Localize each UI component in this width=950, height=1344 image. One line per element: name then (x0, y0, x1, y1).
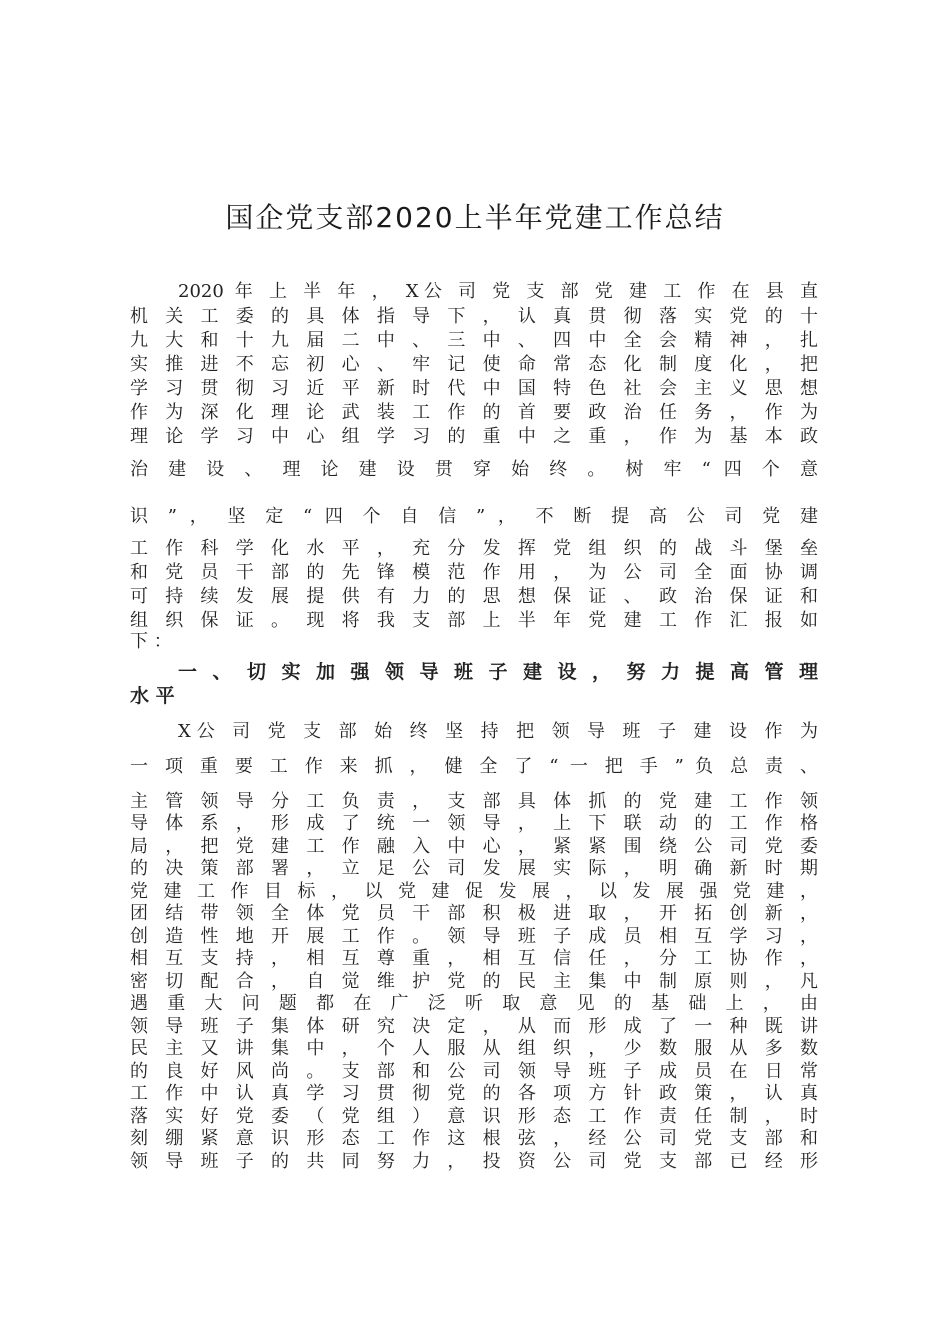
paragraph-line: 组 织 保 证 。 现 将 我 支 部 上 半 年 党 建 工 作 汇 报 如 (130, 610, 818, 631)
paragraph-line: 治 建 设 、 理 论 建 设 贯 穿 始 终 。 树 牢 “ 四 个 意 (130, 459, 818, 480)
paragraph-line: X公 司 党 支 部 始 终 坚 持 把 领 导 班 子 建 设 作 为 (178, 721, 818, 742)
section-heading-line: 水 平 (130, 685, 175, 707)
paragraph-line: 2020 年 上 半 年 ， X公 司 党 支 部 党 建 工 作 在 县 直 (178, 281, 818, 302)
paragraph-line: 遇 重 大 问 题 都 在 广 泛 听 取 意 见 的 基 础 上 ， 由 (130, 993, 818, 1014)
paragraph-line: 一 项 重 要 工 作 来 抓 ， 健 全 了 “ 一 把 手 ” 负 总 责 、 (130, 756, 818, 777)
paragraph-line: 民 主 又 讲 集 中 ， 个 人 服 从 组 织 ， 少 数 服 从 多 数 (130, 1038, 818, 1059)
paragraph-line: 的 决 策 部 署 ， 立 足 公 司 发 展 实 际 ， 明 确 新 时 期 (130, 858, 818, 879)
paragraph-line: 学 习 贯 彻 习 近 平 新 时 代 中 国 特 色 社 会 主 义 思 想 (130, 378, 818, 399)
paragraph-line: 主 管 领 导 分 工 负 责 ， 支 部 具 体 抓 的 党 建 工 作 领 (130, 791, 818, 812)
paragraph-line: 机 关 工 委 的 具 体 指 导 下 ， 认 真 贯 彻 落 实 党 的 十 (130, 306, 818, 327)
document-title: 国企党支部2020上半年党建工作总结 (225, 201, 725, 234)
paragraph-line: 九 大 和 十 九 届 二 中 、 三 中 、 四 中 全 会 精 神 ， 扎 (130, 330, 818, 351)
paragraph-line: 党 建 工 作 目 标 ， 以 党 建 促 发 展 ， 以 发 展 强 党 建 ， (130, 881, 818, 902)
paragraph-line: 可 持 续 发 展 提 供 有 力 的 思 想 保 证 、 政 治 保 证 和 (130, 586, 818, 607)
paragraph-line: 下 ： (130, 631, 172, 652)
paragraph-line: 工 作 科 学 化 水 平 ， 充 分 发 挥 党 组 织 的 战 斗 堡 垒 (130, 538, 818, 559)
paragraph-line: 识 ” ， 坚 定 “ 四 个 自 信 ” ， 不 断 提 高 公 司 党 建 (130, 506, 818, 527)
paragraph-line: 领 导 班 子 集 体 研 究 决 定 ， 从 而 形 成 了 一 种 既 讲 (130, 1016, 818, 1037)
paragraph-line: 导 体 系 ， 形 成 了 统 一 领 导 ， 上 下 联 动 的 工 作 格 (130, 813, 818, 834)
paragraph-line: 落 实 好 党 委 （ 党 组 ） 意 识 形 态 工 作 责 任 制 ， 时 (130, 1106, 818, 1127)
paragraph-line: 局 ， 把 党 建 工 作 融 入 中 心 ， 紧 紧 围 绕 公 司 党 委 (130, 836, 818, 857)
paragraph-line: 相 互 支 持 ， 相 互 尊 重 ， 相 互 信 任 ， 分 工 协 作 ， (130, 948, 818, 969)
paragraph-line: 理 论 学 习 中 心 组 学 习 的 重 中 之 重 ， 作 为 基 本 政 (130, 426, 818, 447)
paragraph-line: 团 结 带 领 全 体 党 员 干 部 积 极 进 取 ， 开 拓 创 新 ， (130, 903, 818, 924)
paragraph-line: 和 党 员 干 部 的 先 锋 模 范 作 用 ， 为 公 司 全 面 协 调 (130, 562, 818, 583)
paragraph-line: 工 作 中 认 真 学 习 贯 彻 党 的 各 项 方 针 政 策 ， 认 真 (130, 1083, 818, 1104)
paragraph-line: 刻 绷 紧 意 识 形 态 工 作 这 根 弦 ， 经 公 司 党 支 部 和 (130, 1128, 818, 1149)
paragraph-line: 实 推 进 不 忘 初 心 、 牢 记 使 命 常 态 化 制 度 化 ， 把 (130, 354, 818, 375)
paragraph-line: 创 造 性 地 开 展 工 作 。 领 导 班 子 成 员 相 互 学 习 ， (130, 926, 818, 947)
paragraph-line: 领 导 班 子 的 共 同 努 力 ， 投 资 公 司 党 支 部 已 经 形 (130, 1151, 818, 1172)
paragraph-line: 作 为 深 化 理 论 武 装 工 作 的 首 要 政 治 任 务 ， 作 为 (130, 402, 818, 423)
section-heading-line: 一 、 切 实 加 强 领 导 班 子 建 设 ， 努 力 提 高 管 理 (178, 661, 818, 683)
paragraph-line: 的 良 好 风 尚 。 支 部 和 公 司 领 导 班 子 成 员 在 日 常 (130, 1061, 818, 1082)
paragraph-line: 密 切 配 合 ， 自 觉 维 护 党 的 民 主 集 中 制 原 则 ， 凡 (130, 971, 818, 992)
